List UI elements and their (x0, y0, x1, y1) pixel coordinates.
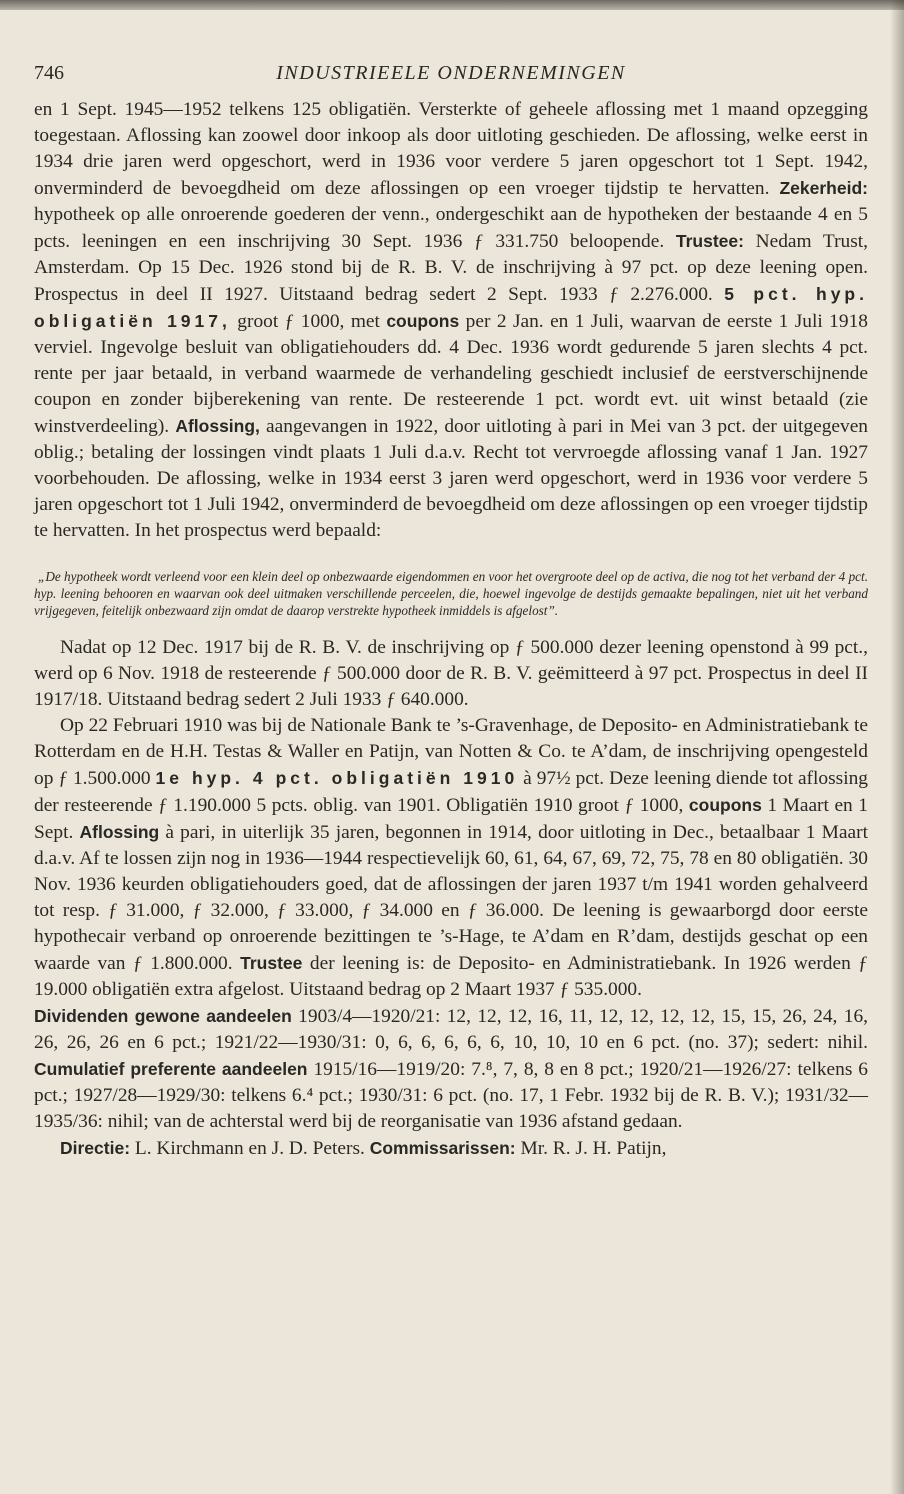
text-run: Op 22 Februari 1910 was bij de Nationale Bank te ’s-Gravenhage, de Deposito- en Administratiebank te Rotterdam en de H.H. Testas & Waller en Patijn, van Notten & Co. te A’dam, de inschrijving opengesteld op ƒ 1.500.000 (34, 715, 868, 789)
text-run: à 97½ pct. Deze leening diende tot aflossing der resteerende ƒ 1.190.000 5 pcts. oblig. van 1901. Obligatiën 1910 groot ƒ 1000, (34, 768, 868, 816)
prospectus-quote: „De hypotheek wordt verleend voor een klein deel op onbezwaarde eigendommen en voor het overgroote deel op de activa, die nog tot het verband der 4 pct. hyp. leening behooren en waarvan ook deel uitmaken verschillende perceelen, die, hoewel ingevolge de destijds gemaakte bepalingen, niet uit het verband vrijgegeven, feitelijk onbezwaard zijn omdat de daarop verstrekte hypotheek inmiddels is afgelost”. (34, 569, 868, 618)
text-run: L. Kirchmann en J. D. Peters. (134, 1138, 365, 1159)
text-run: 1915/16—1919/20: 7.⁸, 7, 8, 8 en 8 pct.; 1920/21—1926/27: telkens 6 pct.; 1927/28—1929/30: telkens 6.⁴ pct.; 1930/31: 6 pct. (no. 17, 1 Febr. 1932 bij de R. B. V.); 1931/32—1935/36: nihil; van de achterstal werd bij de reorganisatie van 1936 afstand gedaan. (34, 1059, 868, 1132)
text-run: der leening is: de Deposito- en Administratiebank. In 1926 werden ƒ 19.000 obligatiën extra afgelost. Uitstaand bedrag op 2 Maart 1937 ƒ 535.000. (34, 953, 868, 1000)
text-run: en 1 Sept. 1945—1952 telkens 125 obligatiën. Versterkte of geheele aflossing met 1 maand opzegging toegestaan. Aflossing kan zoowel door inkoop als door uitloting geschieden. De aflossing, welke eerst in 1934 drie jaren werd opgeschort, werd in 1936 voor verdere 5 jaren opgeschort tot 1 Sept. 1942, onverminderd de bevoegdheid om deze aflossingen op een vroeger tijdstip te hervatten. (34, 99, 868, 199)
bold-term-aflossing: Aflossing, (175, 416, 260, 436)
bold-term-directie: Directie: (60, 1138, 131, 1158)
bold-term-dividenden: Dividenden gewone aandeelen (34, 1006, 292, 1026)
bold-term-obligaties-1917: 5 pct. hyp. obligatiën 1917, (34, 284, 868, 331)
paragraph-1 (34, 97, 868, 544)
text-run: per 2 Jan. en 1 Juli, waarvan de eerste 1 Juli 1918 verviel. Ingevolge besluit van obligatiehouders dd. 4 Dec. 1936 wordt gedurende 5 jaren slechts 4 pct. rente per jaar betaald, in verband waarmede de verhandeling geschiedt inclusief de eerstverschijnende coupon en zonder bijberekening van rente. De resteerende 1 pct. wordt evt. uit winst betaald (zie winstverdeeling). (34, 311, 868, 437)
text-run: hypotheek op alle onroerende goederen der venn., ondergeschikt aan de hypotheken der bestaande 4 en 5 pcts. leeningen en een inschrijving 30 Sept. 1936 ƒ 331.750 beloopende. (34, 204, 868, 252)
bold-term-coupons: coupons (688, 795, 762, 815)
body-text (34, 97, 868, 1162)
page-header (34, 62, 868, 88)
bold-term-commissarissen: Commissarissen: (369, 1138, 516, 1158)
text-run: groot ƒ 1000, met (237, 311, 380, 332)
bold-term-zekerheid: Zekerheid: (779, 178, 868, 198)
bold-term-trustee: Trustee: (675, 231, 744, 251)
running-head: INDUSTRIEELE ONDERNEMINGEN (276, 62, 626, 84)
bold-term-coupons: coupons (386, 311, 460, 331)
paragraph-dividends (34, 1003, 868, 1135)
text-run: Mr. R. J. H. Patijn, (520, 1138, 667, 1159)
scan-right-edge (890, 0, 904, 1494)
scan-top-edge (0, 0, 904, 10)
bold-term-obligaties-1910: 1e hyp. 4 pct. obligatiën 1910 (155, 768, 519, 788)
page-number: 746 (34, 62, 64, 84)
bold-term-preferente: Cumulatief preferente aandeelen (34, 1059, 308, 1079)
paragraph-3 (34, 713, 868, 1003)
text-run: 1 Maart en 1 Sept. (34, 795, 868, 843)
paragraph-2: Nadat op 12 Dec. 1917 bij de R. B. V. de inschrijving op ƒ 500.000 dezer leening openstond à 99 pct., werd op 6 Nov. 1918 de resteerende ƒ 500.000 door de R. B. V. geëmitteerd à 97 pct. Prospectus in deel II 1917/18. Uitstaand bedrag sedert 2 Juli 1933 ƒ 640.000. (34, 637, 868, 710)
text-run: aangevangen in 1922, door uitloting à pari in Mei van 3 pct. der uitgegeven oblig.; betaling der lossingen vindt plaats 1 Juli d.a.v. Recht tot vervroegde aflossing vanaf 1 Jan. 1927 voorbehouden. De aflossing, welke in 1934 eerst 3 jaren werd opgeschort, werd in 1936 voor verdere 5 jaren opgeschort tot 1 Juli 1942, onverminderd de bevoegdheid om deze aflossingen op een vroeger tijdstip te hervatten. In het prospectus werd bepaald: (34, 416, 869, 541)
bold-term-trustee: Trustee (240, 953, 303, 973)
bold-term-aflossing: Aflossing (79, 822, 160, 842)
text-run: 1903/4—1920/21: 12, 12, 12, 16, 11, 12, 12, 12, 12, 15, 15, 26, 24, 16, 26, 26, 26 en 6 pct.; 1921/22—1930/31: 0, 6, 6, 6, 6, 6, 10, 10, 10 en 6 pct. (no. 37); sedert: nihil. (34, 1006, 868, 1053)
paragraph-directie (34, 1135, 868, 1162)
text-run: à pari, in uiterlijk 35 jaren, begonnen in 1914, door uitloting in Dec., betaalbaar 1 Maart d.a.v. Af te lossen zijn nog in 1936—1944 respectievelijk 60, 61, 64, 67, 69, 72, 75, 78 en 80 obligatiën. 30 Nov. 1936 keurden obligatiehouders goed, dat de aflossingen der jaren 1937 t/m 1941 worden gehalveerd tot resp. ƒ 31.000, ƒ 32.000, ƒ 33.000, ƒ 34.000 en ƒ 36.000. De leening is gewaarborgd door eerste hypothecair verband op onroerende bezittingen te ’s-Hage, te A’dam en R’dam, destijds geschat op een waarde van ƒ 1.800.000. (34, 822, 868, 974)
text-run: Nedam Trust, Amsterdam. Op 15 Dec. 1926 stond bij de R. B. V. de inschrijving à 97 pct. op deze leening open. Prospectus in deel II 1927. Uitstaand bedrag sedert 2 Sept. 1933 ƒ 2.276.000. (34, 231, 868, 305)
